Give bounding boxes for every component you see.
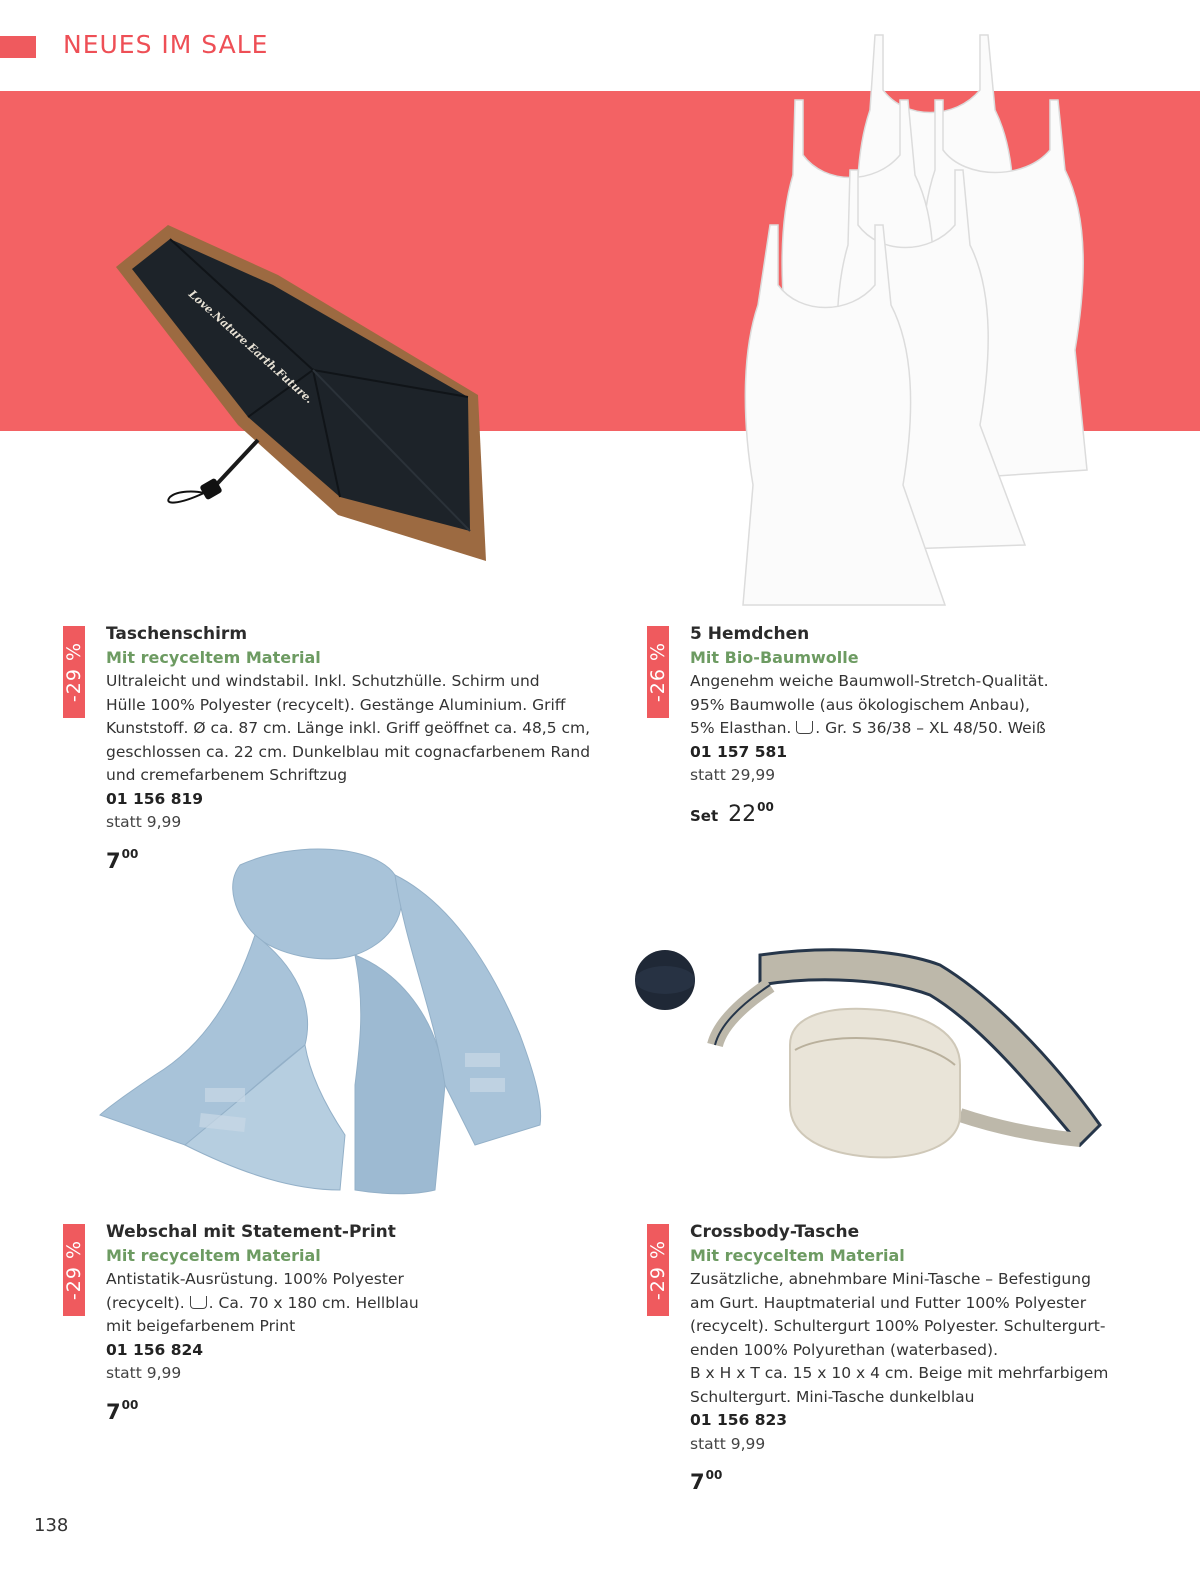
old-price: statt 9,99 (690, 1434, 766, 1453)
product-name: Webschal mit Statement-Print (106, 1222, 396, 1242)
product-scarf (106, 1220, 626, 1425)
product-tank-tops (690, 622, 1200, 829)
old-price: statt 9,99 (106, 813, 182, 831)
page-heading: NEUES IM SALE (63, 30, 269, 59)
product-name: 5 Hemdchen (690, 624, 810, 644)
tank-tops-image (735, 30, 1105, 610)
article-number: 01 156 824 (106, 1340, 204, 1359)
product-description: Antistatik-Ausrüstung. 100% Polyester (recycelt). . Ca. 70 x 180 cm. Hellblau mit beigefarbenem Print (106, 1270, 419, 1335)
wash-symbol-icon (190, 1296, 207, 1309)
article-number: 01 156 819 (106, 789, 204, 808)
price: $7^{00}$ (106, 846, 139, 873)
product-crossbody-bag (690, 1220, 1200, 1495)
product-subtitle: Mit recyceltem Material (106, 648, 321, 667)
discount-badge: -26 % (647, 626, 669, 718)
wash-symbol-icon (796, 721, 813, 734)
discount-badge: -29 % (63, 1224, 85, 1316)
product-description: Ultraleicht und windstabil. Inkl. Schutzhülle. Schirm und Hülle 100% Polyester (recycelt). Gestänge Aluminium. Griff Kunststoff. Ø ca. 87 cm. Länge inkl. Griff geöffnet ca. 48,5 cm, geschlossen ca. 22 cm. Dunkelblau mit cognacfarbenem Rand und cremefarbenem Schriftzug (106, 672, 591, 784)
product-description: Angenehm weiche Baumwoll-Stretch-Qualität. 95% Baumwolle (aus ökologischem Anbau), 5% Elasthan. . Gr. S 36/38 – XL 48/50. Weiß (690, 672, 1049, 737)
discount-badge: -29 % (63, 626, 85, 718)
umbrella-image (108, 185, 498, 565)
product-subtitle: Mit recyceltem Material (690, 1246, 905, 1265)
product-umbrella (106, 622, 626, 874)
product-description: Zusätzliche, abnehmbare Mini-Tasche – Befestigung am Gurt. Hauptmaterial und Futter 100% Polyester (recycelt). Schultergurt 100% Polyester. Schultergurt- enden 100% Polyurethan (waterbased). B x H x T ca. 15 x 10 x 4 cm. Beige mit mehrfarbigem Schultergurt. Mini-Tasche dunkelblau (690, 1270, 1109, 1406)
article-number: 01 157 581 (690, 742, 788, 761)
old-price: statt 29,99 (690, 766, 776, 784)
article-number: 01 156 823 (690, 1411, 788, 1429)
product-name: Taschenschirm (106, 624, 248, 644)
crossbody-bag-image (630, 935, 1120, 1195)
page-number: 138 (34, 1515, 69, 1536)
product-subtitle: Mit Bio-Baumwolle (690, 648, 859, 667)
product-subtitle: Mit recyceltem Material (106, 1246, 321, 1265)
price: $7^{00}$ (690, 1468, 723, 1494)
header-accent-bar (0, 36, 36, 58)
discount-badge: -29 % (647, 1224, 669, 1316)
price: Set $22^{00}$ (690, 799, 774, 827)
old-price: statt 9,99 (106, 1364, 182, 1382)
product-name: Crossbody-Tasche (690, 1222, 860, 1242)
price: $7^{00}$ (106, 1397, 139, 1424)
scarf-image (95, 845, 550, 1205)
umbrella-print-text: Love.Nature.Earth.Future. (185, 287, 316, 407)
